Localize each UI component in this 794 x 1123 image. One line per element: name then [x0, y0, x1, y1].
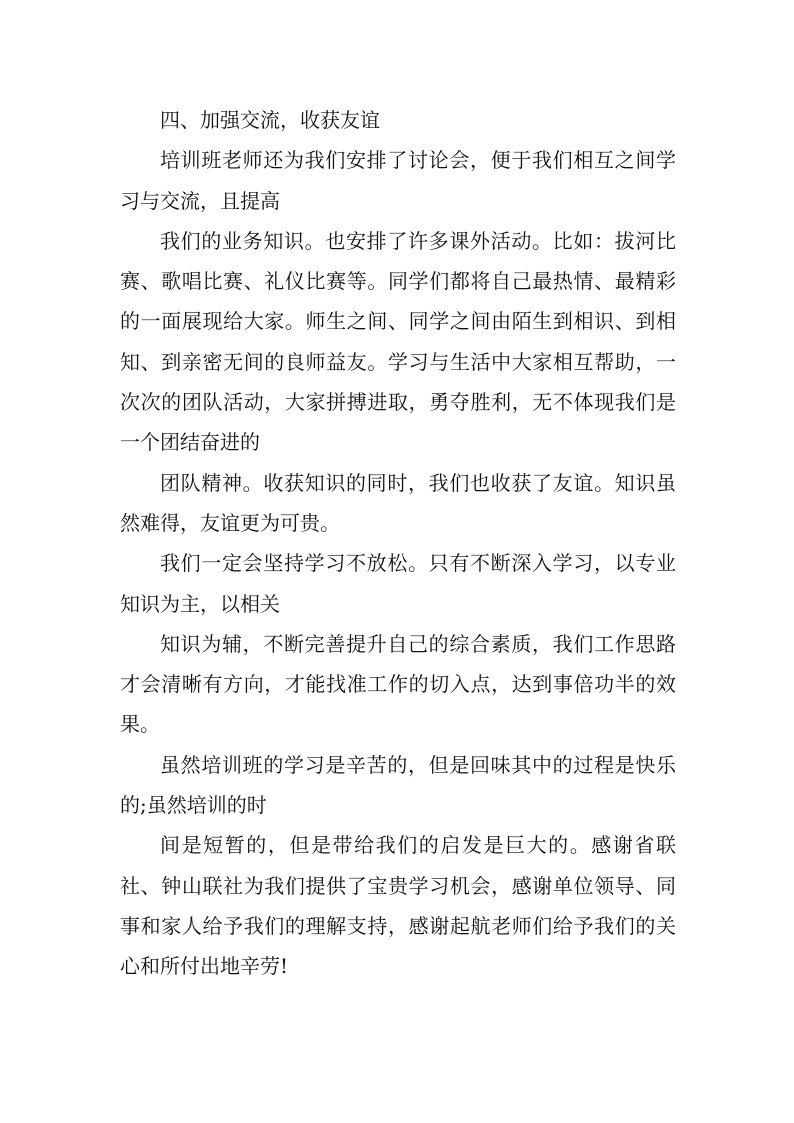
paragraph: 我们一定会坚持学习不放松。只有不断深入学习，以专业知识为主，以相关 — [120, 551, 676, 616]
paragraph: 培训班老师还为我们安排了讨论会，便于我们相互之间学习与交流，且提高 — [120, 148, 676, 213]
document-body — [120, 100, 676, 987]
paragraph: 我们的业务知识。也安排了许多课外活动。比如：拔河比赛、歌唱比赛、礼仪比赛等。同学们都将自己最热情、最精彩的一面展现给大家。师生之间、同学之间由陌生到相识、到相知、到亲密无间的良师益友。学习与生活中大家相互帮助，一次次的团队活动，大家拼搏进取，勇夺胜利，无不体现我们是一个团结奋进的 — [120, 228, 676, 455]
paragraph: 间是短暂的，但是带给我们的启发是巨大的。感谢省联社、钟山联社为我们提供了宝贵学习机会，感谢单位领导、同事和家人给予我们的理解支持，感谢起航老师们给予我们的关心和所付出地辛劳! — [120, 833, 676, 979]
paragraph: 知识为辅，不断完善提升自己的综合素质，我们工作思路才会清晰有方向，才能找准工作的切入点，达到事倍功半的效果。 — [120, 631, 676, 737]
paragraph: 团队精神。收获知识的同时，我们也收获了友谊。知识虽然难得，友谊更为可贵。 — [120, 470, 676, 535]
paragraph: 虽然培训班的学习是辛苦的，但是回味其中的过程是快乐的;虽然培训的时 — [120, 752, 676, 818]
section-heading: 四、加强交流，收获友谊 — [160, 108, 380, 132]
